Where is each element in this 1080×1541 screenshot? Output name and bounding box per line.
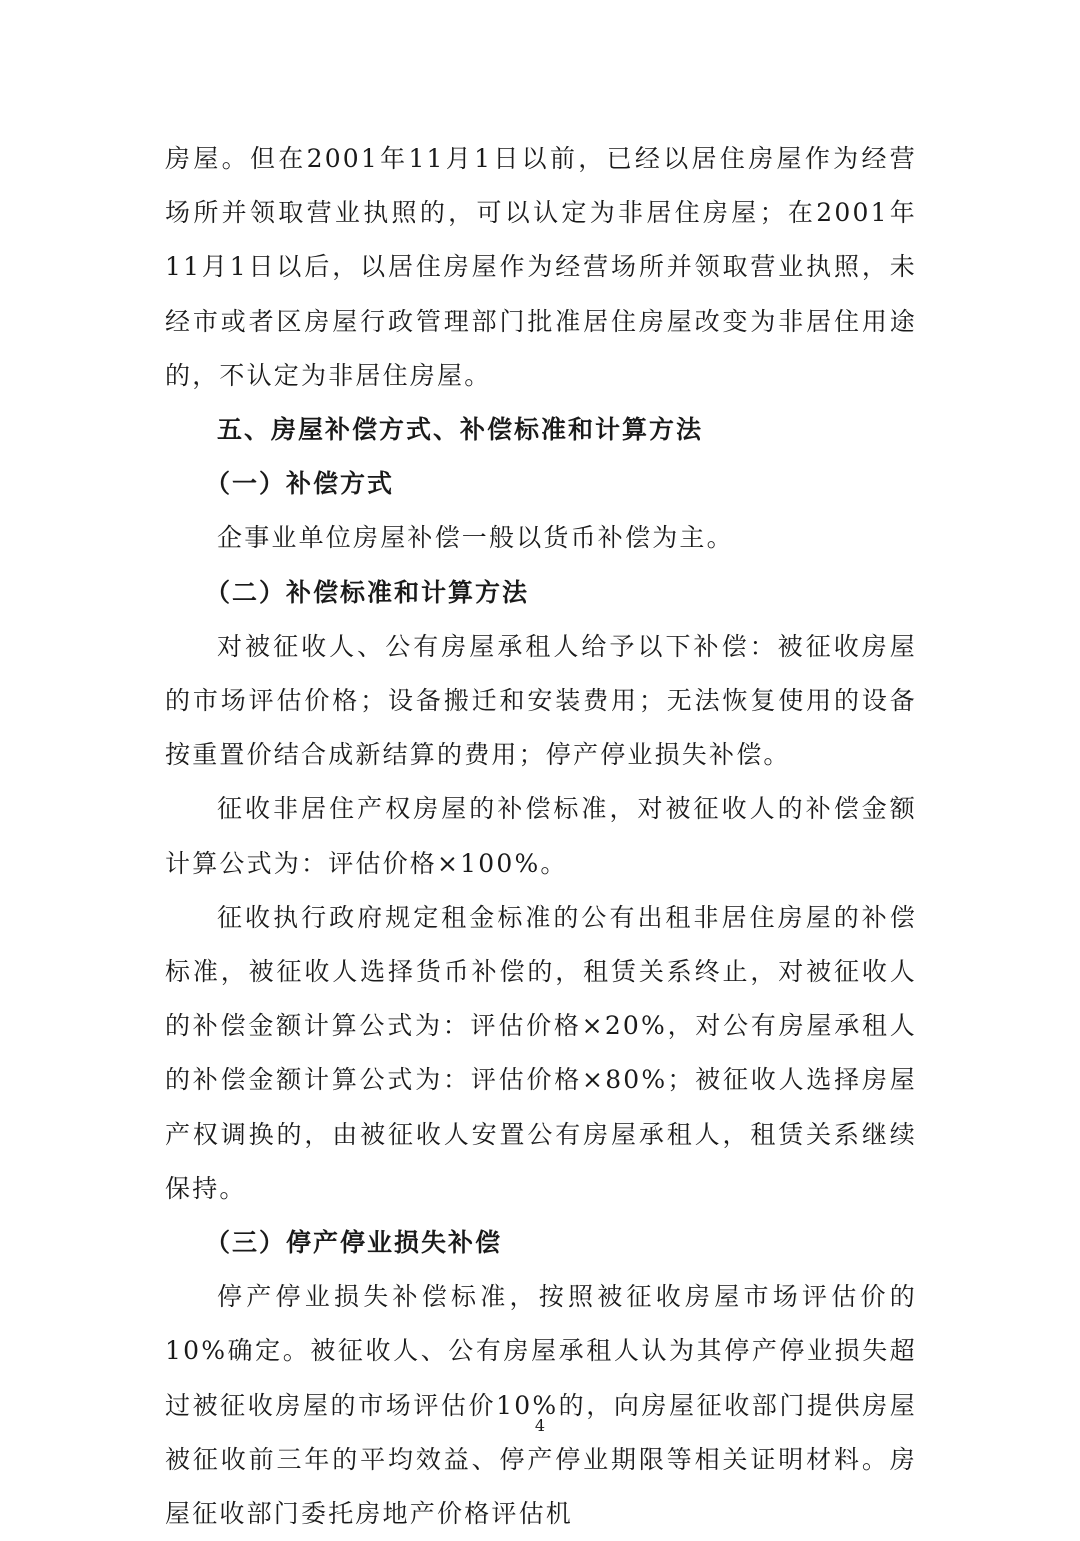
- subheading-business-loss: （三）停产停业损失补偿: [205, 1228, 503, 1258]
- paragraph-business-loss: 停产停业损失补偿标准，按照被征收房屋市场评估价的10%确定。被征收人、公有房屋承租人认为其停产停业损失超过被征收房屋的市场评估价10%的，向房屋征收部门提供房屋被征收前三年的平均效益、停产停业期限等相关证明材料。房屋征收部门委托房地产价格评估机: [165, 1282, 917, 1529]
- paragraph-compensation-items: 对被征收人、公有房屋承租人给予以下补偿：被征收房屋的市场评估价格；设备搬迁和安装费用；无法恢复使用的设备按重置价结合成新结算的费用；停产停业损失补偿。: [165, 631, 917, 770]
- section-heading-5: 五、房屋补偿方式、补偿标准和计算方法: [217, 415, 704, 445]
- subheading-compensation-standard: （二）补偿标准和计算方法: [205, 577, 530, 607]
- paragraph-property-standard: 征收非居住产权房屋的补偿标准，对被征收人的补偿金额计算公式为：评估价格×100%。: [165, 794, 917, 878]
- paragraph-public-rental-standard: 征收执行政府规定租金标准的公有出租非居住房屋的补偿标准，被征收人选择货币补偿的，租赁关系终止，对被征收人的补偿金额计算公式为：评估价格×20%，对公有房屋承租人的补偿金额计算公式为：评估价格×80%；被征收人选择房屋产权调换的，由被征收人安置公有房屋承租人，租赁关系继续保持。: [165, 902, 917, 1203]
- page-number: 4: [534, 1416, 546, 1435]
- subheading-compensation-method: （一）补偿方式: [205, 469, 395, 499]
- paragraph-compensation-method: 企事业单位房屋补偿一般以货币补偿为主。: [217, 523, 734, 553]
- document-body: [165, 132, 917, 1541]
- paragraph-continuation: 房屋。但在2001年11月1日以前，已经以居住房屋作为经营场所并领取营业执照的，可以认定为非居住房屋；在2001年11月1日以后，以居住房屋作为经营场所并领取营业执照，未经市或者区房屋行政管理部门批准居住房屋改变为非居住用途的，不认定为非居住房屋。: [165, 144, 917, 390]
